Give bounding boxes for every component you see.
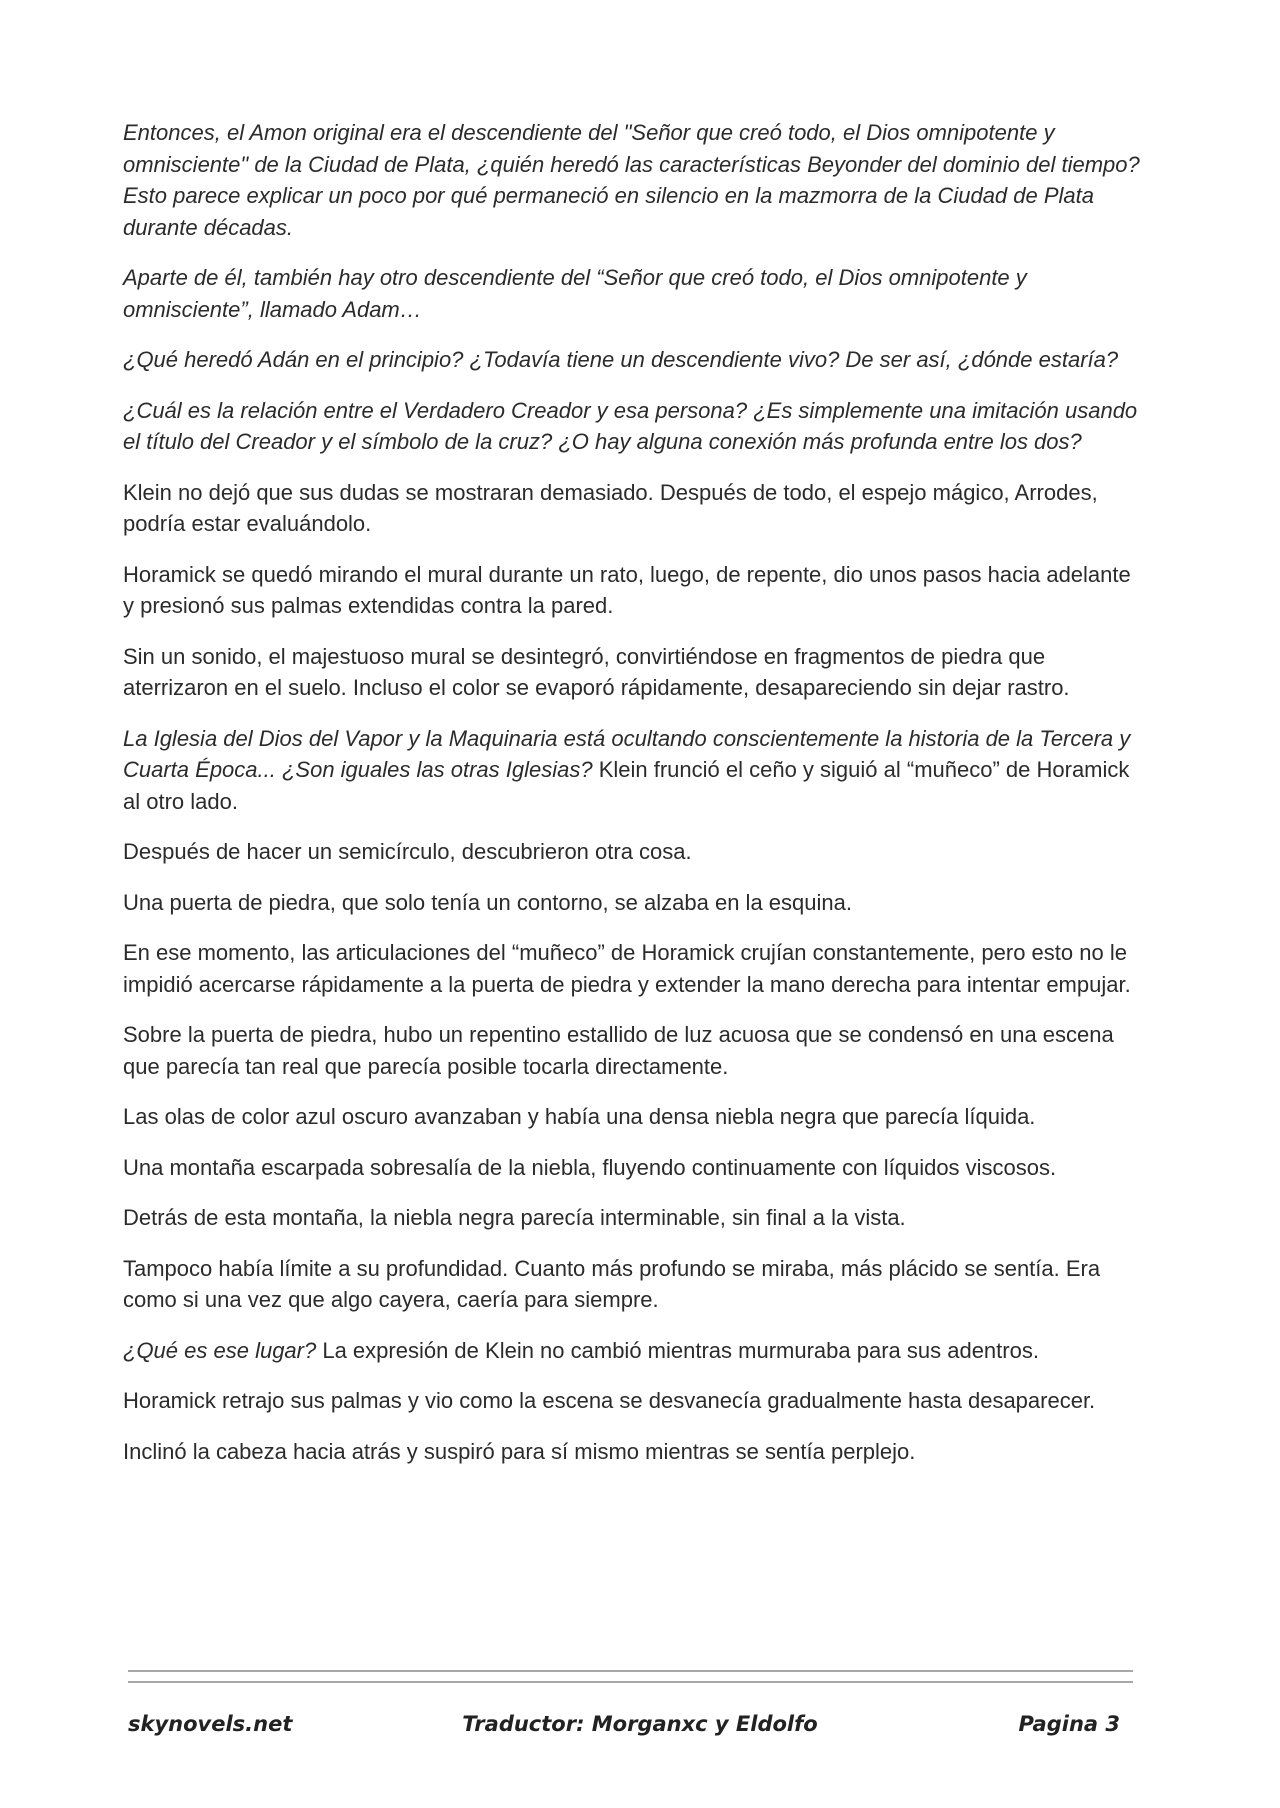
italic-text: Aparte de él, también hay otro descendiente del “Señor que creó todo, el Dios omnipotente y omnisciente”, llamado Adam…	[123, 265, 1027, 322]
footer-site: skynovels.net	[128, 1712, 293, 1736]
text-run: Sin un sonido, el majestuoso mural se desintegró, convirtiéndose en fragmentos de piedra que aterrizaron en el suelo. Incluso el color se evaporó rápidamente, desapareciendo sin dejar rastro.	[123, 643, 1070, 700]
footer-page-number: Pagina 3	[1018, 1712, 1120, 1736]
text-run: Klein frunció el ceño y siguió al “muñeco” de Horamick al otro lado.	[123, 757, 1130, 814]
paragraph	[123, 836, 1143, 868]
paragraph	[123, 559, 1143, 622]
paragraph	[123, 1101, 1143, 1133]
text-run: Klein no dejó que sus dudas se mostraran demasiado. Después de todo, el espejo mágico, Arrodes, podría estar evaluándolo.	[123, 479, 1098, 536]
footer-divider-top	[128, 1670, 1133, 1672]
italic-text: ¿Qué es ese lugar?	[123, 1337, 317, 1363]
text-run: Sobre la puerta de piedra, hubo un repentino estallido de luz acuosa que se condensó en una escena que parecía tan real que parecía posible tocarla directamente.	[123, 1022, 1114, 1079]
text-run: Las olas de color azul oscuro avanzaban y había una densa niebla negra que parecía líquida.	[123, 1104, 1036, 1129]
text-run: La expresión de Klein no cambió mientras murmuraba para sus adentros.	[316, 1337, 1039, 1363]
text-run: Detrás de esta montaña, la niebla negra parecía interminable, sin final a la vista.	[123, 1205, 906, 1230]
text-run: Una puerta de piedra, que solo tenía un contorno, se alzaba en la esquina.	[123, 889, 852, 915]
text-run: Inclinó la cabeza hacia atrás y suspiró para sí mismo mientras se sentía perplejo.	[123, 1438, 916, 1464]
text-run: Después de hacer un semicírculo, descubrieron otra cosa.	[123, 839, 692, 864]
text-run: Tampoco había límite a su profundidad. Cuanto más profundo se miraba, más plácido se sentía. Era como si una vez que algo cayera, caería para siempre.	[123, 1255, 1101, 1312]
paragraph	[123, 1152, 1143, 1184]
paragraph	[123, 1019, 1143, 1082]
paragraph	[123, 1436, 1143, 1468]
paragraph	[123, 262, 1143, 325]
text-run: Horamick se quedó mirando el mural durante un rato, luego, de repente, dio unos pasos hacia adelante y presionó sus palmas extendidas contra la pared.	[123, 561, 1131, 618]
italic-text: ¿Qué heredó Adán en el principio? ¿Todavía tiene un descendiente vivo? De ser así, ¿dónde estaría?	[123, 347, 1119, 372]
paragraph	[123, 1202, 1143, 1234]
body-text	[123, 117, 1143, 1486]
paragraph	[123, 344, 1143, 376]
paragraph	[123, 1253, 1143, 1316]
paragraph	[123, 117, 1143, 243]
italic-text: ¿Cuál es la relación entre el Verdadero Creador y esa persona? ¿Es simplemente una imitación usando el título del Creador y el símbolo de la cruz? ¿O hay alguna conexión más profunda entre los dos?	[123, 397, 1138, 454]
text-run: En ese momento, las articulaciones del “muñeco” de Horamick crujían constantemente, pero esto no le impidió acercarse rápidamente a la puerta de piedra y extender la mano derecha para intentar empujar.	[123, 940, 1131, 997]
paragraph	[123, 641, 1143, 704]
footer-divider-bottom	[128, 1681, 1133, 1683]
paragraph	[123, 937, 1143, 1000]
footer-translator: Traductor: Morganxc y Eldolfo	[462, 1712, 818, 1736]
paragraph	[123, 887, 1143, 919]
paragraph	[123, 395, 1143, 458]
text-run: Una montaña escarpada sobresalía de la niebla, fluyendo continuamente con líquidos viscosos.	[123, 1154, 1057, 1180]
italic-text: La Iglesia del Dios del Vapor y la Maquinaria está ocultando conscientemente la historia de la Tercera y Cuarta Época... ¿Son iguales las otras Iglesias?	[123, 725, 1131, 782]
paragraph	[123, 1385, 1143, 1417]
text-run: Horamick retrajo sus palmas y vio como la escena se desvanecía gradualmente hasta desaparecer.	[123, 1388, 1096, 1413]
italic-text: Entonces, el Amon original era el descendiente del "Señor que creó todo, el Dios omnipotente y omnisciente" de la Ciudad de Plata, ¿quién heredó las características Beyonder del dominio del tiempo? Esto parece explicar un poco por qué permaneció en silencio en la mazmorra de la Ciudad de Plata durante décadas.	[123, 120, 1140, 240]
paragraph	[123, 1335, 1143, 1367]
paragraph	[123, 477, 1143, 540]
paragraph	[123, 723, 1143, 818]
